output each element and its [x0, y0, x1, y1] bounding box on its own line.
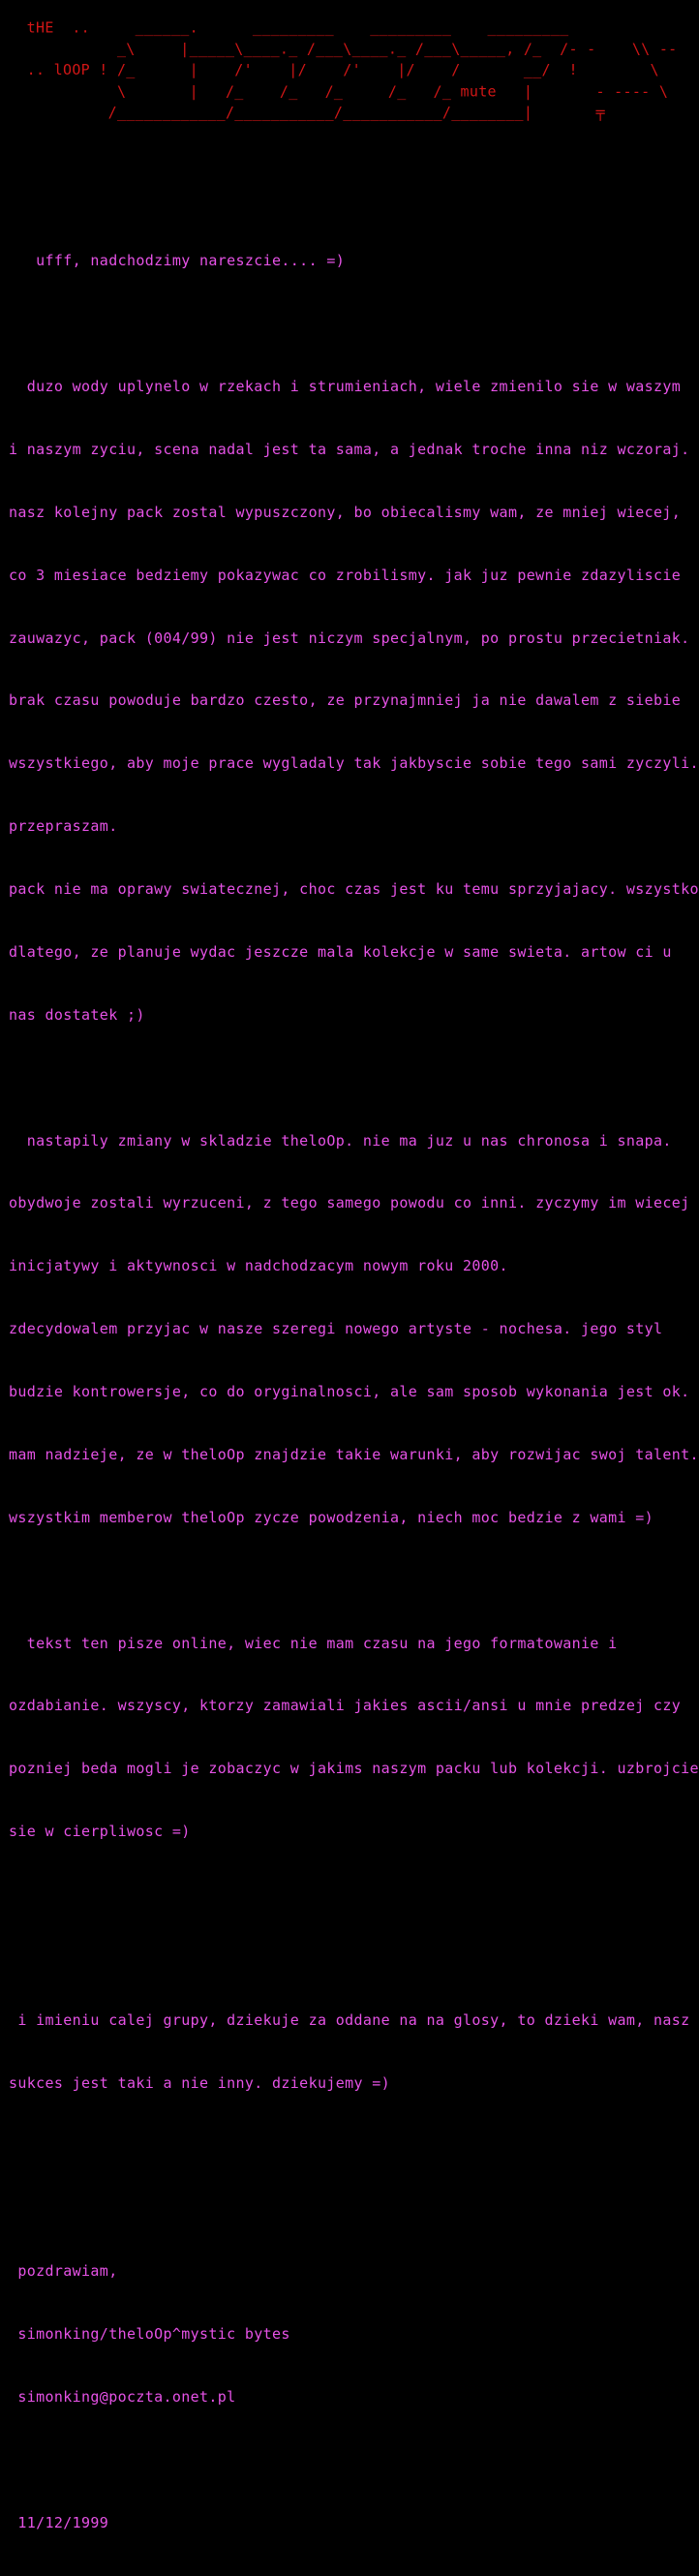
- text-line: duzo wody uplynelo w rzekach i strumieniach, wiele zmienilo sie w waszym: [9, 378, 682, 395]
- text-line: brak czasu powoduje bardzo czesto, ze przynajmniej ja nie dawalem z siebie: [9, 691, 682, 710]
- text-line: pack nie ma oprawy swiatecznej, choc czas jest ku temu sprzyjajacy. wszystko: [9, 880, 699, 898]
- text-line: zdecydowalem przyjac w nasze szeregi nowego artyste - nochesa. jego styl: [9, 1320, 663, 1338]
- logo-line: _\ |_____\____._ /___\____._ /___\_____, /_ /- - \\ --: [9, 39, 678, 58]
- signature-email: simonking@poczta.onet.pl: [9, 2388, 236, 2406]
- text-line: tekst ten pisze online, wiec nie mam czasu na jego formatowanie i: [9, 1634, 618, 1652]
- text-line: [9, 1571, 699, 1592]
- text-line: nastapily zmiany w skladzie theloOp. nie ma juz u nas chronosa i snapa.: [9, 1131, 672, 1150]
- text-line: przepraszam.: [9, 817, 118, 836]
- text-line: wszystkiego, aby moje prace wygladaly tak jakbyscie sobie tego sami zyczyli.: [9, 754, 699, 773]
- logo-line: tHE .. ______. _________ _________ _________: [9, 18, 569, 37]
- signature-greeting: pozdrawiam,: [9, 2262, 118, 2281]
- text-line: [9, 314, 699, 335]
- text-line: [9, 2136, 699, 2158]
- text-line: ufff, nadchodzimy nareszcie.... =): [9, 252, 346, 270]
- text-line: [9, 1068, 699, 1089]
- text-line: wszystkim memberow theloOp zycze powodzenia, niech moc bedzie z wami =): [9, 1508, 654, 1526]
- text-line: co 3 miesiace bedziemy pokazywac co zrobilismy. jak juz pewnie zdazyliscie: [9, 566, 682, 584]
- info-text-body: [9, 209, 699, 2576]
- text-line: inicjatywy i aktywnosci w nadchodzacym nowym roku 2000.: [9, 1257, 508, 1275]
- logo-line: /____________/___________/___________/________| ╤: [9, 103, 605, 122]
- text-line: zauwazyc, pack (004/99) nie jest niczym specjalnym, po prostu przecietniak.: [9, 629, 690, 647]
- signature-name: simonking/theloOp^mystic bytes: [9, 2325, 290, 2344]
- text-line: obydwoje zostali wyrzuceni, z tego samego powodu co inni. zyczymy im wiecej: [9, 1194, 690, 1212]
- text-line: i imieniu calej grupy, dziekuje za oddane na na glosy, to dzieki wam, nasz: [9, 2010, 690, 2029]
- text-line: budzie kontrowersje, co do oryginalnosci, ale sam sposob wykonania jest ok.: [9, 1383, 690, 1400]
- text-line: nas dostatek ;): [9, 1005, 145, 1024]
- signature-date: 11/12/1999: [9, 2513, 109, 2531]
- ascii-art-logo: [9, 17, 677, 124]
- text-line: mam nadzieje, ze w theloOp znajdzie takie warunki, aby rozwijac swoj talent.: [9, 1445, 699, 1463]
- text-line: [9, 1947, 699, 1969]
- text-line: i naszym zyciu, scena nadal jest ta sama, a jednak troche inna niz wczoraj.: [9, 440, 690, 458]
- text-line: pozniej beda mogli je zobaczyc w jakims naszym packu lub kolekcji. uzbrojcie: [9, 1760, 699, 1778]
- text-line: [9, 2450, 699, 2471]
- text-line: dlatego, ze planuje wydac jeszcze mala kolekcje w same swieta. artow ci u: [9, 942, 672, 961]
- text-line: ozdabianie. wszyscy, ktorzy zamawiali jakies ascii/ansi u mnie predzej czy: [9, 1697, 682, 1715]
- text-line: sukces jest taki a nie inny. dziekujemy =): [9, 2073, 390, 2092]
- text-line: [9, 1885, 699, 1906]
- logo-line: .. lOOP ! /_ | /' |/ /' |/ / __/ ! \: [9, 60, 659, 79]
- text-line: sie w cierpliwosc =): [9, 1823, 191, 1841]
- logo-line: \ | /_ /_ /_ /_ /_ mute | - ---- \: [9, 81, 669, 101]
- text-line: nasz kolejny pack zostal wypuszczony, bo obiecalismy wam, ze mniej wiecej,: [9, 503, 682, 521]
- text-line: [9, 2198, 699, 2220]
